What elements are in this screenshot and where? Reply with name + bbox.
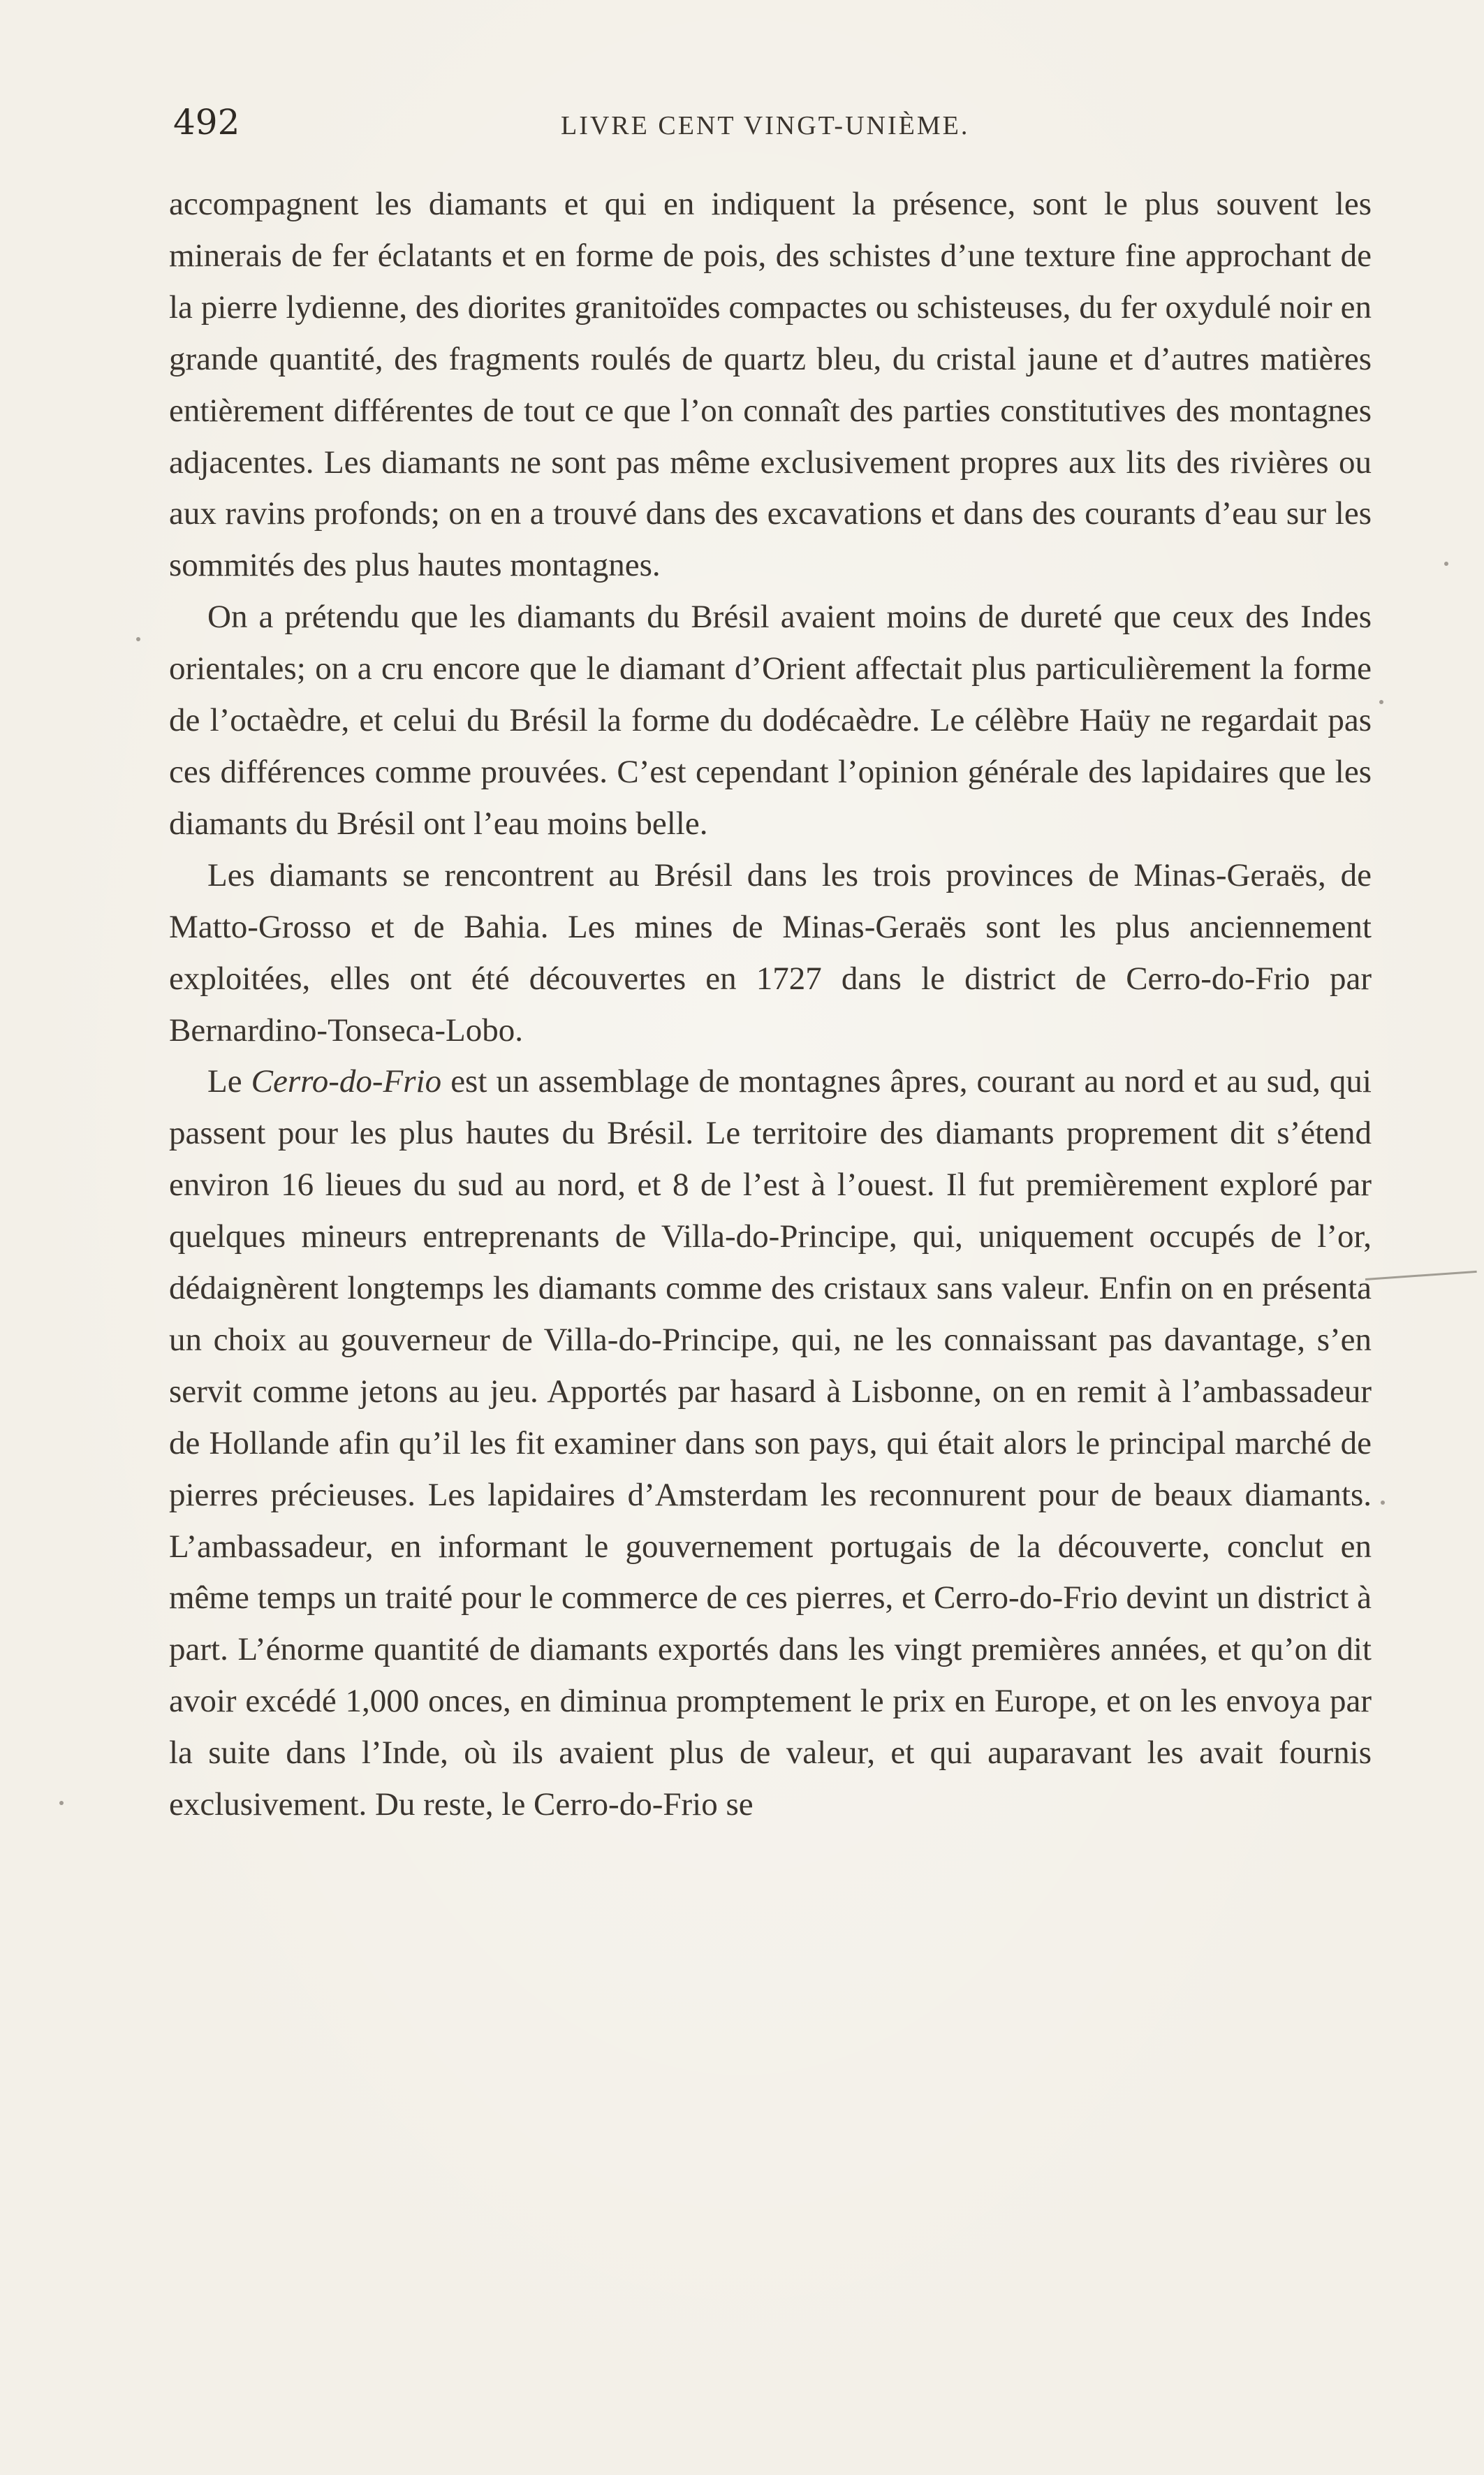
running-head: LIVRE CENT VINGT-UNIÈME.: [561, 111, 970, 140]
page-number: 492: [173, 102, 240, 143]
paragraph-1: accompagnent les diamants et qui en indiquent la présence, sont le plus souvent les minerais de fer éclatants et en forme de pois, des schistes d’une texture fine approchant de la pierre lydienne, des diorites granitoïdes compactes ou schisteuses, du fer oxydulé noir en grande quantité, des fragments roulés de quartz bleu, du cristal jaune et d’autres matières entièrement différentes de tout ce que l’on connaît des parties constitutives des montagnes adjacentes. Les diamants ne sont pas même exclusivement propres aux lits des rivières ou aux ravins profonds; on en a trouvé dans des excavations et dans des courants d’eau sur les sommités des plus hautes montagnes.: [169, 186, 1372, 584]
page-header: [173, 102, 1360, 158]
cerro-do-frio-italic: Cerro-do-Frio: [251, 1063, 442, 1100]
scan-pencil-stroke: [1365, 1271, 1477, 1280]
paragraph-3: Les diamants se rencontrent au Brésil dans les trois provinces de Minas-Geraës, de Matto-Grosso et de Bahia. Les mines de Minas-Geraës sont les plus anciennement exploitées, elles ont été découvertes en 1727 dans le district de Cerro-do-Frio par Bernardino-Tonseca-Lobo.: [169, 856, 1372, 1049]
paragraph-2: On a prétendu que les diamants du Brésil avaient moins de dureté que ceux des Indes orientales; on a cru encore que le diamant d’Orient affectait plus particulièrement la forme de l’octaèdre, et celui du Brésil la forme du dodécaèdre. Le célèbre Haüy ne regardait pas ces différences comme prouvées. C’est cependant l’opinion générale des lapidaires que les diamants du Brésil ont l’eau moins belle.: [169, 599, 1372, 842]
paragraph-4-text: est un assemblage de montagnes âpres, courant au nord et au sud, qui passent pour les plus hautes du Brésil. Le territoire des diamants proprement dit s’étend environ 16 lieues du sud au nord, et 8 de l’est à l’ouest. Il fut premièrement exploré par quelques mineurs entreprenants de Villa-do-Principe, qui, uniquement occupés de l’or, dédaignèrent longtemps les diamants comme des cristaux sans valeur. Enfin on en présenta un choix au gouverneur de Villa-do-Principe, qui, ne les connaissant pas davantage, s’en servit comme jetons au jeu. Apportés par hasard à Lisbonne, on en remit à l’ambassadeur de Hollande afin qu’il les fit examiner dans son pays, qui était alors le principal marché de pierres précieuses. Les lapidaires d’Amsterdam les reconnurent pour de beaux diamants. L’ambassadeur, en informant le gouvernement portugais de la découverte, conclut en même temps un traité pour le commerce de ces pierres, et Cerro-do-Frio devint un district à part. L’énorme quantité de diamants exportés dans les vingt premières années, et qu’on dit avoir excédé 1,000 onces, en diminua promptement le prix en Europe, et on les envoya par la suite dans l’Inde, où ils avaient plus de valeur, et qui auparavant les avait fournis exclusivement. Du reste, le Cerro-do-Frio se: [169, 1063, 1372, 1823]
scan-speck: [1444, 562, 1448, 566]
paragraph-4-lead: Le: [207, 1063, 251, 1100]
scan-speck: [136, 637, 140, 641]
scan-speck: [1381, 1501, 1385, 1505]
body-text: [169, 179, 1372, 1831]
scan-speck: [59, 1801, 64, 1805]
scan-speck: [1379, 700, 1383, 704]
paragraph-4: [169, 1056, 1372, 1831]
